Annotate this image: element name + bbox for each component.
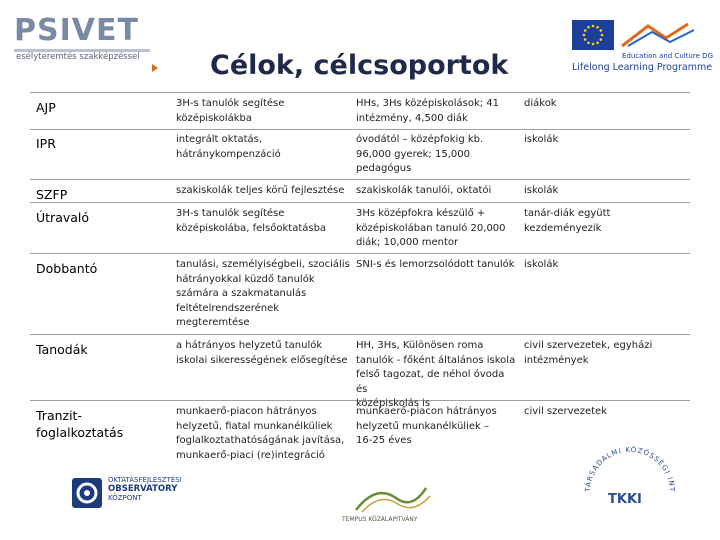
goal-cell: tanulási, személyiségbeli, szociális hátrányokkal küzdő tanulók számára a szakmatanulás feltételrendszerének megteremtése [176, 259, 350, 328]
target-cell: szakiskolák tanulói, oktatói [356, 185, 492, 196]
goal-cell: szakiskolák teljes körű fejlesztése [176, 185, 345, 196]
observatory-logo [72, 476, 182, 510]
svg-text:TÁRSADALMI KÖZÖSSÉGI INTÉZET: TÁRSADALMI KÖZÖSSÉGI INT [583, 445, 677, 493]
table-row [30, 335, 690, 409]
programme-name: IPR [36, 136, 56, 151]
tempus-emblem-icon [336, 480, 442, 516]
observatory-badge-icon [72, 478, 102, 508]
psivet-logo [14, 14, 164, 66]
psivet-logo-tagline: esélyteremtés szakképzéssel [16, 52, 140, 62]
goal-cell: integrált oktatás, hátránykompenzáció [176, 134, 281, 160]
tkki-ring-icon [578, 440, 678, 496]
eu-culture-text: Education and Culture DG [622, 52, 713, 60]
observatory-line1: OKTATÁSFEJLESZTÉSI [108, 476, 182, 484]
goal-cell: 3H-s tanulók segítése középiskolába, felsőoktatásba [176, 208, 327, 234]
beneficiary-cell: civil szervezetek, egyházi intézmények [524, 340, 653, 366]
target-cell: SNI-s és lemorzsolódott tanulók [356, 259, 515, 270]
psivet-logo-word: PSIVET [14, 13, 139, 48]
page-title: Célok, célcsoportok [210, 50, 509, 81]
education-culture-icon [618, 20, 698, 50]
eu-programme-text: Lifelong Learning Programme [572, 62, 713, 73]
beneficiary-cell: tanár-diák együtt kezdeményezik [524, 208, 611, 234]
tempus-label: TEMPUS KÖZALAPÍTVÁNY [342, 516, 418, 523]
table-row [30, 180, 690, 203]
target-cell: HHs, 3Hs középiskolások; 41 intézmény, 4,500 diák [356, 98, 500, 124]
programme-name: Dobbantó [36, 261, 98, 276]
beneficiary-cell: iskolák [524, 134, 559, 145]
eu-flag-icon [572, 20, 614, 50]
tkki-text: TKKI [608, 492, 642, 507]
beneficiary-cell: civil szervezetek [524, 406, 607, 417]
programme-name: Tranzit- foglalkoztatás [36, 408, 124, 440]
psivet-arrow-icon [152, 64, 158, 72]
beneficiary-cell: iskolák [524, 185, 559, 196]
observatory-line3: KÖZPONT [108, 494, 142, 502]
target-cell: HH, 3Hs, Különösen roma tanulók - főként általános iskola felső tagozat, de néhol óvoda és középiskolás is [356, 340, 516, 409]
beneficiary-cell: diákok [524, 98, 557, 109]
table-row [30, 203, 690, 254]
observatory-line2: OBSERVATORY [108, 484, 178, 494]
goal-cell: munkaerő-piacon hátrányos helyzetű, fiatal munkanélküliek foglalkoztathatóságának javítása, munkaerő-piaci (re)integráció [176, 406, 345, 461]
programme-name: Tanodák [36, 342, 88, 357]
programme-name: AJP [36, 100, 56, 115]
eu-lifelong-learning-logo [570, 20, 713, 73]
tempus-logo [336, 480, 442, 530]
target-cell: óvodától – középfokig kb. 96,000 gyerek; 15,000 pedagógus [356, 134, 484, 174]
table-row [30, 254, 690, 335]
programme-name: Útravaló [36, 210, 90, 225]
table-row [30, 129, 690, 180]
table-row [30, 92, 690, 130]
beneficiary-cell: iskolák [524, 259, 559, 270]
goal-cell: 3H-s tanulók segítése középiskolákba [176, 98, 285, 124]
goal-cell: a hátrányos helyzetű tanulók iskolai sikerességének elősegítése [176, 340, 348, 366]
target-cell: 3Hs középfokra készülő + középiskolában tanuló 20,000 diák; 10,000 mentor [356, 208, 506, 248]
programme-name: SZFP [36, 187, 68, 202]
target-cell: munkaerő-piacon hátrányos helyzetű munkanélküliek – 16-25 éves [356, 406, 497, 446]
tkki-logo [578, 440, 678, 520]
